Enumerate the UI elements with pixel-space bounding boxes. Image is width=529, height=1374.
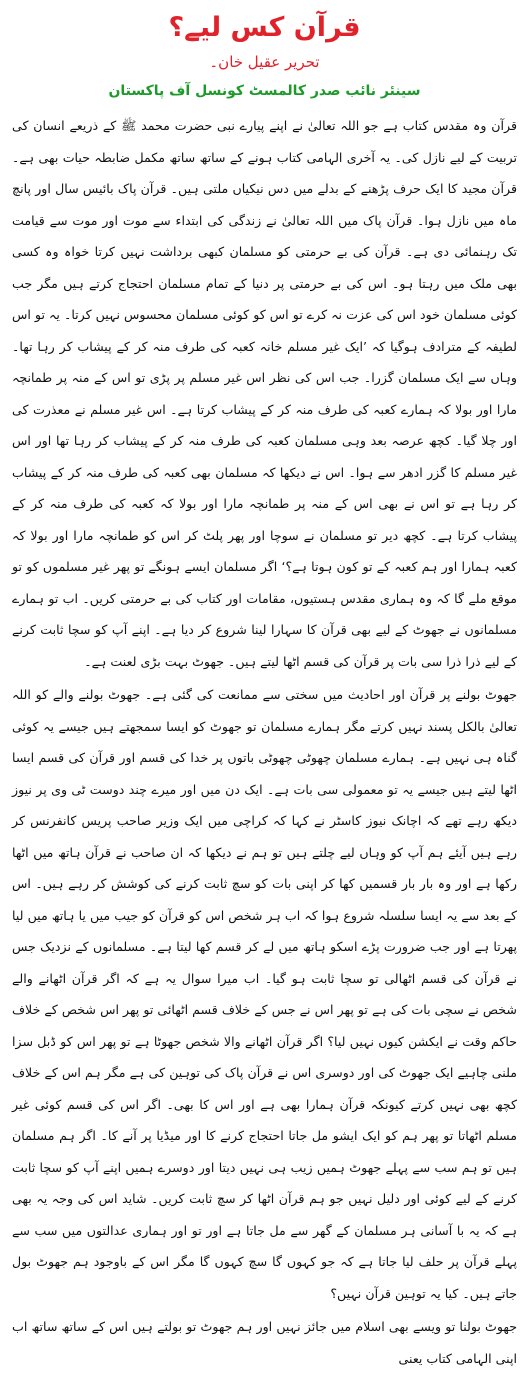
author-line: تحریر عقیل خان۔ <box>209 53 320 71</box>
article-paragraph-2: جھوٹ بولنے پر قرآن اور احادیث میں سختی سے ممانعت کی گئی ہے۔ جھوٹ بولنے والے کو اللہ تعالیٰ بالکل پسند نہیں کرتے مگر ہمارے مسلمان تو جھوٹ کو ایسا سمجھتے ہیں جیسے یہ کوئی گناہ ہی نہیں ہے۔ ہمارے مسلمان چھوٹی چھوٹی باتوں پر خدا کی قسم اور قرآن کی قسم ایسا اٹھا لیتے ہیں جیسے یہ تو معمولی سی بات ہے۔ ایک دن میں اور میرے چند دوست ٹی وی پر نیوز دیکھ رہے تھے کہ اچانک نیوز کاسٹر نے کہا کہ کراچی میں ایک وزیر صاحب پریس کانفرنس کر رہے ہیں آیئے ہم آپ کو وہاں لیے چلتے ہیں تو ہم نے دیکھا کہ ان صاحب نے قرآن ہاتھ میں اٹھا رکھا ہے اور وہ بار بار قسمیں کھا کر اپنی بات کو سچ ثابت کرنے کی کوشش کر رہے ہیں۔ اس کے بعد سے یہ ایسا سلسلہ شروع ہوا کہ اب ہر شخص اس کو قرآن کو جیب میں یا ہاتھ میں لیا پھرتا ہے اور جب ضرورت پڑے اسکو ہاتھ میں لے کر قسم کھا لیتا ہے۔ مسلمانوں کے نزدیک جس نے قرآن کی قسم اٹھالی تو سچا ثابت ہو گیا۔ اب میرا سوال یہ ہے کہ اگر قرآن اٹھانے والے شخص نے سچی بات کی ہے تو پھر اس نے جس کے خلاف قسم اٹھائی تو پھر اس شخص کے خلاف حاکم وقت نے ایکشن کیوں نہیں لیا؟ اگر قرآن اٹھانے والا شخص جھوٹا ہے تو پھر اس کو ڈبل سزا ملنی چاہیے ایک جھوٹ کی اور دوسری اس نے قرآن پاک کی توہین کی ہے مگر ہم اس کے خلاف کچھ بھی نہیں کرتے کیونکہ قرآن ہمارا بھی ہے اور اس کا بھی۔ اگر اس کی قسم کوئی غیر مسلم اٹھاتا تو پھر ہم کو ایک ایشو مل جاتا احتجاج کرنے کا اور میڈیا پر آنے کا۔ اگر ہم مسلمان ہیں تو ہم سب سے پہلے جھوٹ ہمیں زیب ہی نہیں دیتا اور دوسرے ہمیں اپنے آپ کو سچا ثابت کرنے کے لیے کوئی اور دلیل نہیں جو ہم قرآن اٹھا کر سچ ثابت کریں۔ شاید اس کی وجہ یہ بھی ہے کہ یہ با آسانی ہر مسلمان کے گھر سے مل جاتا ہے اور تو اور ہماری عدالتوں میں سب سے پہلے قرآن پر حلف لیا جاتا ہے کہ جو کہوں گا سچ کہوں گا مگر اس کے باوجود ہم جھوٹ بول جاتے ہیں۔ کیا یہ توہین قرآن نہیں؟ <box>12 687 517 1301</box>
article-title: قرآن کس لیے؟ <box>168 12 361 43</box>
author-role: سینئر نائب صدر کالمسٹ کونسل آف پاکستان <box>108 83 421 99</box>
article-paragraph-1: قرآن وہ مقدس کتاب ہے جو اللہ تعالیٰ نے اپنے پیارے نبی حضرت محمد ﷺ کے ذریعے انسان کی تربیت کے لیے نازل کی۔ یہ آخری الہامی کتاب ہونے کے ساتھ ساتھ مکمل ضابطہ حیات بھی ہے۔ قرآن مجید کا ایک حرف پڑھنے کے بدلے میں دس نیکیاں ملتی ہیں۔ قرآن پاک بائیس سال اور پانچ ماہ میں نازل ہوا۔ قرآن پاک میں اللہ تعالیٰ نے زندگی کی ابتداء سے موت اور موت سے قیامت تک رہنمائی دی ہے۔ قرآن کی بے حرمتی کو مسلمان کبھی برداشت نہیں کرتا خواہ وہ کسی بھی ملک میں رہتا ہو۔ اس کی بے حرمتی پر دنیا کے تمام مسلمان احتجاج کرتے ہیں مگر جب کوئی مسلمان خود اس کی عزت نہ کرے تو اس کو کوئی مسلمان محسوس نہیں کرتا۔ یہ تو اس لطیفہ کے مترادف ہوگیا کہ ’ایک غیر مسلم خانہ کعبہ کی طرف منہ کر کے پیشاب کر رہا تھا۔ وہاں سے ایک مسلمان گزرا۔ جب اس کی نظر اس غیر مسلم پر پڑی تو اس کے منہ پر طمانچہ مارا اور بولا کہ ہمارے کعبہ کی طرف منہ کر کے پیشاب کرتا ہے۔ اس غیر مسلم نے معذرت کی اور چلا گیا۔ کچھ عرصہ بعد وہی مسلمان کعبہ کی طرف منہ کر کے پیشاب کر رہا تھا اور اس غیر مسلم کا گزر ادھر سے ہوا۔ اس نے دیکھا کہ مسلمان بھی کعبہ کی طرف منہ کر کے پیشاب کر رہا ہے تو اس نے بھی اس کے منہ پر طمانچہ مارا اور بولا کہ کعبہ کی طرف منہ کر کے پیشاب کرتا ہے۔ کچھ دیر تو مسلمان نے سوچا اور پھر پلٹ کر اس کو طمانچہ مارا اور بولا کہ کعبہ ہمارا اور ہم کعبہ کے تو کون ہوتا ہے؟‘ اگر مسلمان ایسے ہونگے تو پھر غیر مسلموں کو تو موقع ملے گا کہ وہ ہماری مقدس ہستیوں، مقامات اور کتاب کی بے حرمتی کریں۔ اب تو ہمارے مسلمانوں نے جھوٹ کے لیے بھی قرآن کا سہارا لینا شروع کر دیا ہے۔ اپنے آپ کو سچا ثابت کرنے کے لیے ذرا ذرا سی بات پر قرآن کی قسم اٹھا لیتے ہیں۔ جھوٹ بہت بڑی لعنت ہے۔ <box>12 118 517 669</box>
article-paragraph-3: جھوٹ بولنا تو ویسے بھی اسلام میں جائز نہیں اور ہم جھوٹ تو بولتے ہیں اس کے ساتھ ساتھ اب اپنی الہامی کتاب یعنی <box>12 1319 517 1366</box>
